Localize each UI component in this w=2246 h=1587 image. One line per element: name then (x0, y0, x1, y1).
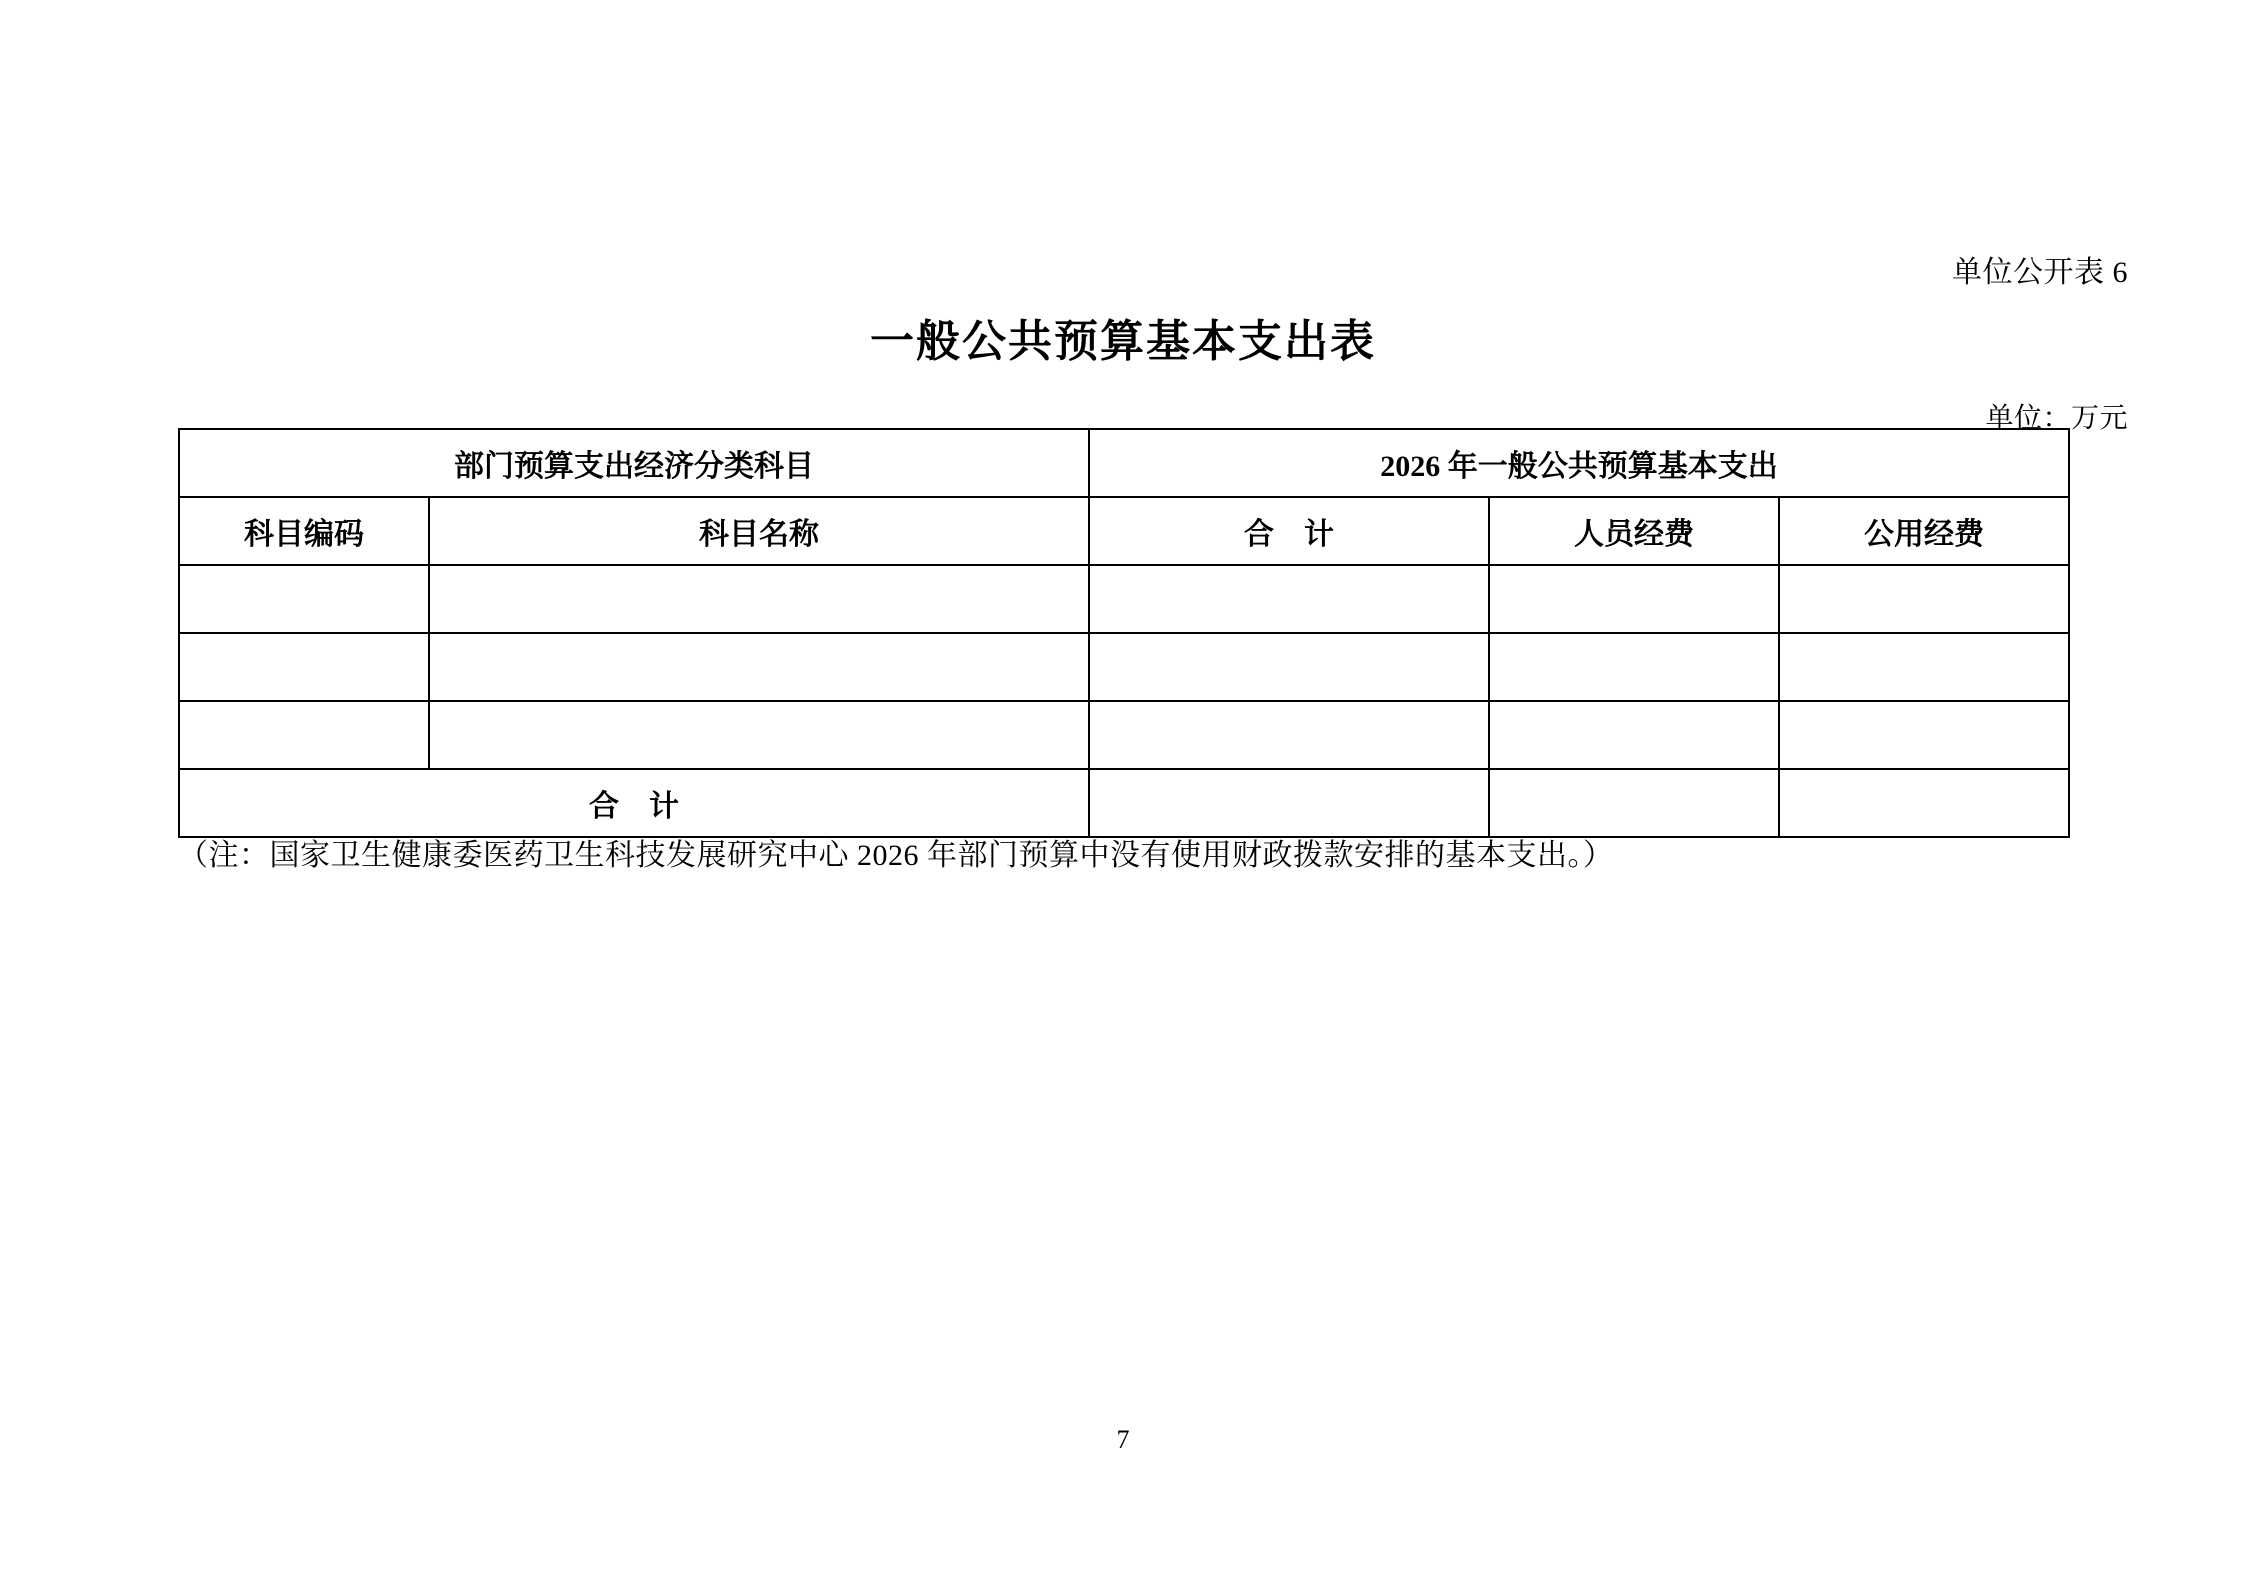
table-label: 单位公开表 6 (1952, 256, 2128, 289)
cell-public (1779, 565, 2069, 633)
cell-personnel (1489, 565, 1779, 633)
cell-name (429, 633, 1089, 701)
column-header-name: 科目名称 (429, 497, 1089, 565)
page-number: 7 (1116, 1425, 1130, 1454)
total-row-label: 合 计 (179, 769, 1089, 837)
unit-note: 单位：万元 (1985, 403, 2128, 434)
table-row (179, 565, 2069, 633)
page-title: 一般公共预算基本支出表 (870, 317, 1376, 366)
cell-public (1779, 633, 2069, 701)
table-group-header-row (179, 429, 2069, 497)
group-header-subject: 部门预算支出经济分类科目 (179, 429, 1089, 497)
cell-code (179, 701, 429, 769)
cell-total (1089, 633, 1489, 701)
cell-code (179, 565, 429, 633)
cell-total (1089, 565, 1489, 633)
cell-name (429, 565, 1089, 633)
total-row-public (1779, 769, 2069, 837)
table-row (179, 633, 2069, 701)
table-column-header-row (179, 497, 2069, 565)
total-row-total (1089, 769, 1489, 837)
footnote: （注：国家卫生健康委医药卫生科技发展研究中心 2026 年部门预算中没有使用财政拨款安排的基本支出。） (178, 839, 1614, 872)
cell-total (1089, 701, 1489, 769)
column-header-total: 合 计 (1089, 497, 1489, 565)
cell-code (179, 633, 429, 701)
column-header-public: 公用经费 (1779, 497, 2069, 565)
table-total-row (179, 769, 2069, 837)
budget-table (178, 428, 2070, 838)
cell-name (429, 701, 1089, 769)
column-header-personnel: 人员经费 (1489, 497, 1779, 565)
table-row (179, 701, 2069, 769)
column-header-code: 科目编码 (179, 497, 429, 565)
total-row-personnel (1489, 769, 1779, 837)
cell-public (1779, 701, 2069, 769)
cell-personnel (1489, 633, 1779, 701)
cell-personnel (1489, 701, 1779, 769)
group-header-budget: 2026 年一般公共预算基本支出 (1089, 429, 2069, 497)
